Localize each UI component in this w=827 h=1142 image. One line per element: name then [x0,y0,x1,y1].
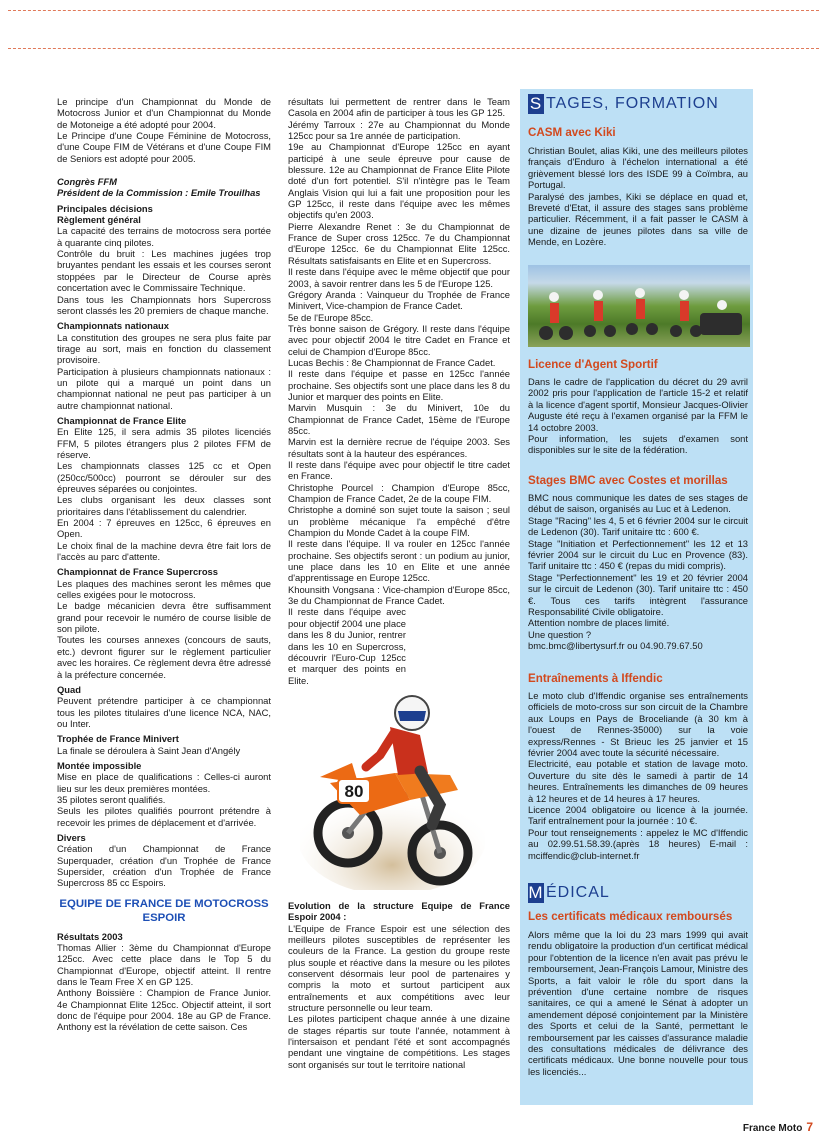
licence-text [528,376,748,456]
column-left [57,96,271,1033]
magazine-name: France Moto [742,1123,803,1134]
evolution-block [288,900,510,1070]
paragraph: Le badge mécanicien devra être suffisamment grand pour recevoir le numéro de course lisible de son pilote. [57,600,271,635]
paragraph: Stage "Initiation et Perfectionnement" les 12 et 13 février 2004 sur le circuit du Luc en Provence (83). Tarif unitaire ttc : 450 € (repas du midi compris). [528,537,748,572]
quad-riders-photo [528,265,750,347]
paragraph: En Elite 125, il sera admis 35 pilotes licenciés FFM, 5 pilotes étrangers plus 2 pilotes FFM de réserve. [57,426,271,460]
elite-heading: Championnat de France Elite [57,414,187,426]
paragraph: Jérémy Tarroux : 27e au Championnat du Monde 125cc pour sa 1re année de participation. [288,118,510,142]
paragraph: 35 pilotes seront qualifiés. [57,793,166,805]
paragraph: Marvin Musquin : 3e du Minivert, 10e du Championnat de France Cadet, 15ème de l'Europe 85cc. [288,402,510,436]
paragraph: La capacité des terrains de motocross sera portée à quarante cinq pilotes. [57,225,271,248]
paragraph: résultats lui permettent de rentrer dans le Team Casola en 2004 afin de participer à tous les GP 125. [288,96,510,119]
paragraph: Le moto club d'Iffendic organise ses entraînements officiels de moto-cross sur son circuit de la Chambre aux Loups en Pays de Broceliande (à 30 km à l'ouest de Rennes-35000) sur la voie express/Rennes - St Brieuc les 25 janvier et 15 février 2004 avec toute la sécurité nécessaire. [528,690,748,759]
paragraph: L'Equipe de France Espoir est une sélection des meilleurs pilotes susceptibles de représenter les couleurs de la France. La gestion du groupe reste plus souple et réactive dans la mesure ou les pilotes conservent désormais leur pool de partenaires y compris la moto et surtout participent aux entraînements et aux compétitions avec leur structure personnelle ou leur team. [288,922,510,1014]
paragraph: Une question ? [528,628,592,640]
bmc-contact[interactable]: bmc.bmc@libertysurf.fr ou 04.90.79.67.50 [528,640,703,652]
medical-drop-cap: M [528,883,544,902]
paragraph: La finale se déroulera à Saint Jean d'Angély [57,744,241,756]
paragraph: Il reste dans l'équipe avec pour objectif 2004 une place dans les 8 du Junior, rentrer dans les 10 en Supercross, découvrir l'Euro-Cup 125cc et marquer des points en Elite. [288,606,406,686]
paragraph: Christian Boulet, alias Kiki, une des meilleurs pilotes français d'Enduro à l'échelon international a été grièvement blessé lors des ISDE 99 à Coïmbra, au Portugal. [528,145,748,191]
certif-title: Les certificats médicaux remboursés [528,910,733,923]
minivert-heading: Trophée de France Minivert [57,733,179,745]
medical-heading-text: ÉDICAL [546,884,610,901]
montee-heading: Montée impossible [57,759,142,771]
stages-heading-text: TAGES, FORMATION [546,95,719,112]
medical-section-heading [528,882,610,904]
principales-heading: Principales décisions [57,202,153,214]
paragraph: Christophe Pourcel : Champion d'Europe 85cc, Champion de France Cadet, 2e de la coupe FIM. [288,481,510,505]
casm-title: CASM avec Kiki [528,126,616,139]
paragraph: Thomas Allier : 3ème du Championnat d'Europe 125cc. Avec cette place dans le Top 5 du Championnat d'Europe, objectif atteint. Il rentre dans le Team Free X en GP 125. [57,942,271,988]
paragraph: Lucas Bechis : 8e Championnat de France Cadet. [288,356,496,368]
paragraph: Stage "Racing" les 4, 5 et 6 février 2004 sur le circuit de Ledenon (30). Tarif unitaire ttc : 600 €. [528,514,748,538]
paragraph: Grégory Aranda : Vainqueur du Trophée de France Minivert, Vice-champion de France Cadet. [288,288,510,312]
bike-number: 80 [344,782,364,801]
paragraph: Toutes les courses annexes (concours de sauts, etc.) devront figurer sur le règlement particulier avec les horaires. Ce règlement devra être adressé à la préfecture concernée. [57,634,271,680]
paragraph: Il reste dans l'équipe avec pour objectif le titre cadet en France. [288,459,510,482]
licence-title: Licence d'Agent Sportif [528,358,658,371]
page-number: 7 [806,1120,813,1134]
president-heading: Président de la Commission : Emile Trouilhas [57,187,261,199]
column-middle [288,96,510,686]
intro-paragraph: Le principe d'un Championnat du Monde de Motocross Junior et d'un Championnat du Monde de Motoneige a été adopté pour 2004. [57,96,271,130]
motocross-rider-image [300,675,485,890]
stages-section-heading [528,93,719,115]
top-dashed-line [8,10,819,11]
paragraph: Pour tout renseignements : appelez le MC d'Iffendic au 02.99.51.58.39.(après 18 heures) E-mail : mciffendic@club-internet.fr [528,826,748,861]
paragraph: La constitution des groupes ne sera plus faite par tirage au sort, mais en fonction du classement provisoire. [57,331,271,366]
certif-text [528,929,748,1077]
paragraph: BMC nous communique les dates de ses stages de début de saison, organisés au Luc et à Ledenon. [528,492,748,515]
paragraph: Anthony Boissière : Champion de France Junior. 4e Championnat Elite 125cc. Objectif atteint, il sort donc de l'équipe pour 2004. 18e au GP de France. Anthony est la révélation de cette saison. Ces [57,987,271,1033]
supercross-heading: Championnat de France Supercross [57,566,218,578]
stages-drop-cap: S [529,94,543,113]
paragraph: Alors même que la loi du 23 mars 1999 qui avait rendu obligatoire la production d'un certificat médical pour l'obtention de la licence n'en avait pas prévu le remboursement, Jean-François Lamour, Ministre des Sports, a fait valoir le rôle du sport dans la prévention d'une certaine nombre de risques sanitaires, ce qui a amené le Sénat à adopter un amendement déposé conjointement par la Ministère des Sports et celui de la Santé, permettant le remboursement par les caisses d'assurance maladie des consultations médicales de délivrance des certificats médicaux. Une bonne nouvelle pour tous les licenciés... [528,929,748,1077]
paragraph: Les clubs organisant les deux classes sont prioritaires dans l'établissement du calendrier. [57,494,271,517]
paragraph: Dans le cadre de l'application du décret du 29 avril 2002 pris pour l'application de l'article 15-2 et relatif à la licence d'agent sportif, Monsieur Jacques-Olivier Auguste été reçu à l'examen organisé par la FFM le 14 octobre 2003. [528,376,748,433]
nationaux-heading: Championnats nationaux [57,320,169,332]
paragraph: En 2004 : 7 épreuves en 125cc, 6 épreuves en Open. [57,517,271,540]
paragraph: Peuvent prétendre participer à ce championnat tous les pilotes titulaires d'une licence NCA, NAC, ou Inter. [57,695,271,729]
paragraph: Très bonne saison de Grégory. Il reste dans l'équipe avec pour objectif 2004 le titre Cadet en France et celui de Champion d'Europe 85cc. [288,322,510,357]
paragraph: Dans tous les Championnats hors Supercross seront classés les 20 premiers de chaque manche. [57,293,271,316]
bmc-title: Stages BMC avec Costes et morillas [528,474,728,487]
paragraph: Pierre Alexandre Renet : 3e du Championnat de France de Super cross 125cc. 7e du Championnat d'Europe 125cc. 6e du Championnat Elite 125cc. Résultats satisfaisants en Elite et en Supercross. [288,220,510,266]
congres-heading: Congrès FFM [57,176,117,188]
paragraph: Attention nombre de places limité. [528,617,670,629]
paragraph: Il reste dans l'équipe et passe en 125cc l'année prochaine. Ses objectifs sont une place dans les 8 du Junior et marquer des points en Elite. [288,368,510,402]
paragraph: Stage "Perfectionnement" les 19 et 20 février 2004 sur le circuit de Ledenon (30). Tarif unitaire ttc : 450 €. Tous ces tarifs intègrent l'assurance Responsabilité Civile obligatoire. [528,571,748,618]
paragraph: Le choix final de la machine devra être fait lors de l'accès au parc d'attente. [57,539,271,563]
paragraph: Les plaques des machines seront les mêmes que celles exigées pour le motocross. [57,577,271,601]
paragraph: Les pilotes participent chaque année à une dizaine de stages répartis sur toute l'année, notamment à l'intersaison et pendant l'été et sont accompagnés pendant une vingtaine de compétitions. Les stages sont organisés sur tout le territoire national [288,1013,510,1070]
paragraph: Les championnats classes 125 cc et Open (250cc/500cc) pourront se dérouler sur des épreuves séparées ou conjointes. [57,460,271,494]
resultats-heading: Résultats 2003 [57,930,123,942]
paragraph: Seuls les pilotes qualifiés pourront prétendre à recevoir les primes de déplacement et d'arrivée. [57,805,271,828]
paragraph: Participation à plusieurs championnats nationaux : un pilote qui a marqué un point dans un championnat national ne peut pas participer à un autre championnat national. [57,365,271,411]
equipe-title: EQUIPE DE FRANCE DE MOTOCROSS ESPOIR [59,897,269,924]
divers-heading: Divers [57,831,86,843]
paragraph: Paralysé des jambes, Kiki se déplace en quad et, Breveté d'Etat, il assure des stages sans problème particulier. Récemment, il a fait passer le CASM à une dizaine de jeunes pilotes dans sa ville de Mende, en Lozère. [528,190,748,248]
paragraph: Contrôle du bruit : Les machines jugées trop bruyantes pendant les essais et les courses seront stoppées par le Directeur de Course après concertation avec le Commissaire Technique. [57,248,271,294]
iffendic-text [528,690,748,861]
reglement-heading: Règlement général [57,214,141,226]
paragraph: Il reste dans l'équipe. Il va rouler en 125cc l'année prochaine. Ses objectifs seront : un podium au junior, une place dans les 10 en Elite et une année d'apprentissage en Europe 125cc. [288,538,510,584]
iffendic-title: Entraînements à Iffendic [528,672,663,685]
paragraph: Christophe a dominé son sujet toute la saison ; seul un problème mécanique l'a empêché d'être Champion du Monde Cadet à la coupe FIM. [288,504,510,539]
paragraph: Licence 2004 obligatoire ou licence à la journée. Tarif entraînement pour la journée : 10 €. [528,804,748,827]
paragraph: Marvin est la dernière recrue de l'équipe 2003. Ses résultats sont à la hauteur des espérances. [288,436,510,459]
casm-text [528,145,748,248]
bmc-text [528,492,748,652]
paragraph: 5e de l'Europe 85cc. [288,311,374,323]
quad-heading: Quad [57,683,81,695]
page-footer [743,1120,813,1134]
paragraph: Pour information, les sujets d'examen sont disponibles sur le site de la fédération. [528,433,748,456]
paragraph: 19e au Championnat d'Europe 125cc en ayant participé à une seule épreuve pour cause de blessure. 12e au Championnat de France Elite Pilote doté d'un fort potentiel. S'il n'intègre pas le Team Anglais Vision qui lui a fait une proposition pour les GP 125cc, il reste dans l'équipe avec les mêmes objectifs qu'en 2003. [288,141,510,221]
top-dashed-line-2 [8,48,819,49]
paragraph: Electricité, eau potable et station de lavage moto. Ouverture du site dès le samedi à partir de 14 heures. Entraînements les dimanches de 09 heures à 12 heures et de 14 heures à 17 heures. [528,758,748,804]
paragraph: Mise en place de qualifications : Celles-ci auront lieu sur les deux premières montées. [57,771,271,794]
paragraph: Il reste dans l'équipe avec le même objectif que pour 2003, à savoir rentrer dans les 5 de l'Europe 125. [288,266,510,289]
evolution-heading: Evolution de la structure Equipe de France Espoir 2004 : [288,900,510,923]
paragraph: Khounsith Vongsana : Vice-champion d'Europe 85cc, 3e du Championnat de France Cadet. [288,583,510,607]
intro-paragraph: Le Principe d'une Coupe Féminine de Motocross, d'une Coupe FIM de Vétérans et d'une Coupe FIM de Seniors est adopté pour 2005. [57,130,271,164]
paragraph: Création d'un Championnat de France Superquader, création d'un Trophée de France Supersider, création d'un Trophée de France Supercross 85 cc Espoirs. [57,843,271,889]
